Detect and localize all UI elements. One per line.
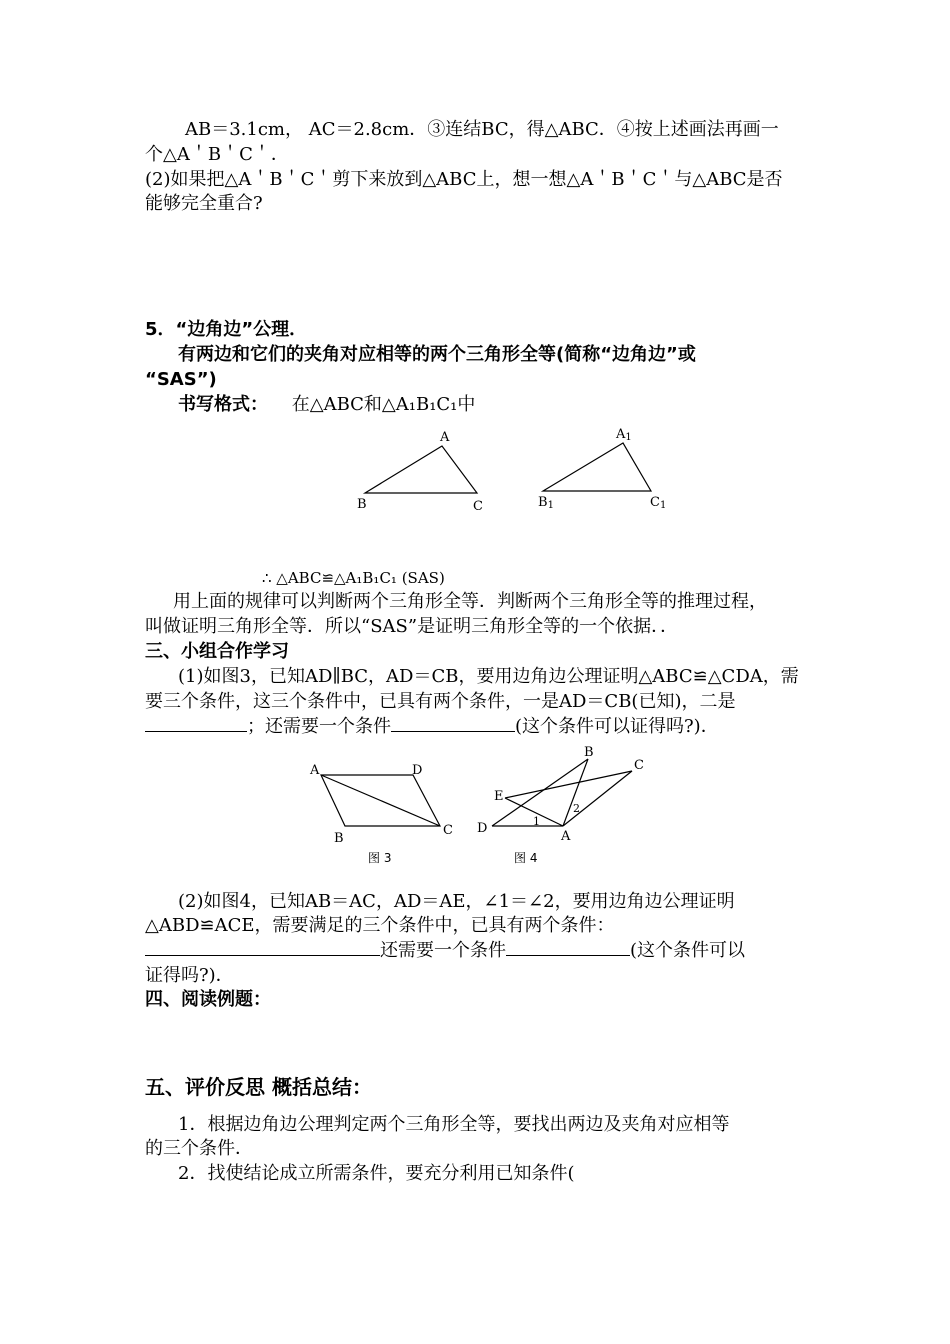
format-text: 在△ABC和△A₁B₁C₁中 — [291, 394, 476, 415]
text-line — [145, 939, 745, 963]
text-line: △ABD≌ACE，需要满足的三个条件中，已具有两个条件： — [145, 915, 615, 936]
sas-conclusion: ∴ △ABC≌△A₁B₁C₁ (SAS) — [262, 569, 445, 587]
text-line: (1)如图3，已知AD∥BC，AD＝CB，要用边角边公理证明△ABC≌△CDA，需 — [178, 666, 799, 687]
answer-blank[interactable] — [391, 715, 515, 732]
text-line: 个△A＇B＇C＇． — [145, 144, 289, 165]
label-b: B — [357, 497, 367, 512]
text-line: 叫做证明三角形全等．所以“SAS”是证明三角形全等的一个依据．． — [145, 616, 679, 637]
answer-blank[interactable] — [145, 939, 380, 956]
text-fragment: (这个条件可以 — [630, 940, 746, 961]
label-a: A — [440, 430, 450, 445]
label-c: C — [473, 499, 483, 514]
figure3-diagonal — [321, 775, 440, 826]
figure3-caption: 图 3 — [368, 851, 392, 865]
fig3-label-d: D — [412, 763, 423, 778]
triangle-a1b1c1 — [543, 443, 651, 491]
fig4-label-b: B — [584, 745, 594, 760]
fig4-line-db — [492, 759, 588, 826]
section-heading: 5．“边角边”公理． — [145, 319, 308, 340]
format-label: 书写格式： — [178, 394, 268, 415]
axiom-statement: “SAS”) — [145, 369, 217, 390]
text-line: 1．根据边角边公理判定两个三角形全等，要找出两边及夹角对应相等 — [178, 1114, 730, 1135]
text-line: 要三个条件，这三个条件中，已具有两个条件，一是AD＝CB(已知)，二是 — [145, 691, 736, 712]
fig4-label-a: A — [561, 829, 571, 844]
axiom-statement: 有两边和它们的夹角对应相等的两个三角形全等(简称“边角边”或 — [178, 344, 696, 365]
figure4-caption: 图 4 — [514, 851, 538, 865]
fig4-label-c: C — [634, 758, 644, 773]
text-line: AB＝3.1cm， AC＝2.8cm．③连结BC，得△ABC．④按上述画法再画一 — [185, 119, 779, 140]
fig4-angle-1: 1 — [533, 815, 540, 828]
section-heading: 三、小组合作学习 — [145, 641, 289, 662]
fig4-label-d: D — [477, 821, 488, 836]
fig4-label-e: E — [494, 789, 504, 804]
answer-blank[interactable] — [506, 939, 630, 956]
label-b1: B1 — [538, 495, 554, 511]
text-line: 证得吗?)． — [145, 965, 234, 986]
text-line: 用上面的规律可以判断两个三角形全等．判断两个三角形全等的推理过程， — [173, 591, 767, 612]
text-fragment: (这个条件可以证得吗?)． — [515, 716, 719, 737]
section-heading: 五、评价反思 概括总结： — [145, 1075, 372, 1099]
fig4-angle-2: 2 — [573, 802, 580, 815]
answer-blank[interactable] — [145, 715, 247, 732]
text-line: (2)如果把△A＇B＇C＇剪下来放到△ABC上，想一想△A＇B＇C＇与△ABC是否 — [145, 169, 783, 190]
fig3-label-c: C — [443, 823, 453, 838]
text-line — [145, 715, 719, 739]
triangle-abc — [365, 446, 477, 493]
text-line: 的三个条件． — [145, 1138, 253, 1159]
text-fragment: ；还需要一个条件 — [247, 716, 391, 737]
section-heading: 四、阅读例题： — [145, 989, 271, 1010]
text-line: 2．找使结论成立所需条件，要充分利用已知条件( — [178, 1163, 575, 1184]
text-line: (2)如图4，已知AB＝AC，AD＝AE，∠1＝∠2，要用边角边公理证明 — [178, 891, 735, 912]
label-a1: A1 — [616, 427, 632, 443]
fig3-label-a: A — [310, 763, 320, 778]
text-line: 能够完全重合? — [145, 193, 263, 214]
fig4-line-ec — [505, 771, 632, 798]
text-fragment: 还需要一个条件 — [380, 940, 506, 961]
fig3-label-b: B — [334, 831, 344, 846]
label-c1: C1 — [650, 495, 667, 511]
